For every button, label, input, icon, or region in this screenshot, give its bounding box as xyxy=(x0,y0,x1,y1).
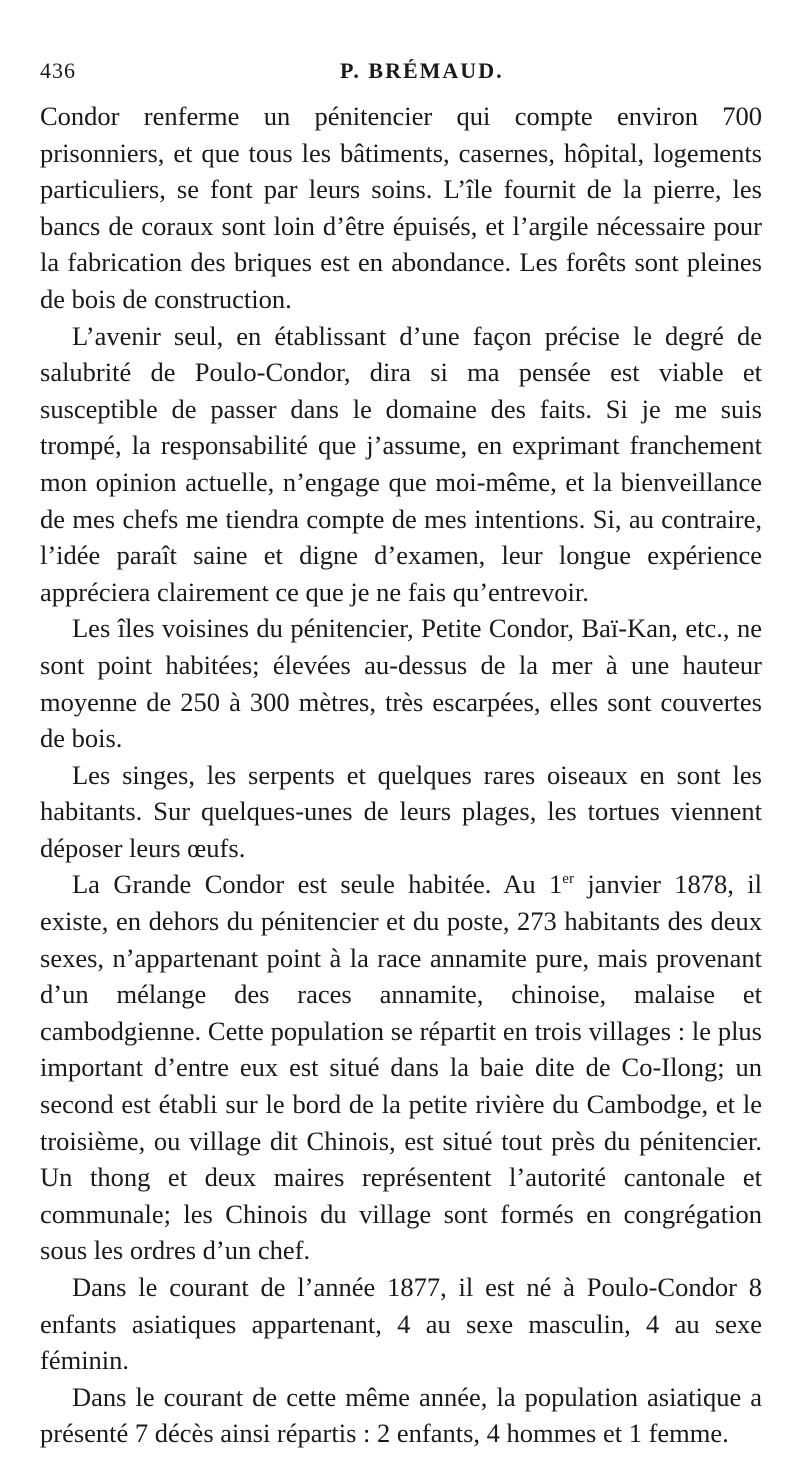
paragraph-5-text-start: La Grande Condor est seule habitée. Au 1 xyxy=(72,869,563,900)
paragraph-1: Condor renferme un pénitencier qui compte environ 700 prisonniers, et que tous les bâtiments, casernes, hôpital, logements particuliers, se font par leurs soins. L’île fournit de la pierre, les bancs de coraux sont loin d’être épuisés, et l’argile nécessaire pour la fabrication des briques est en abondance. Les forêts sont pleines de bois de construction. xyxy=(40,101,762,314)
paragraph-2: L’avenir seul, en établissant d’une façon précise le degré de salubrité de Poulo-Condor, dira si ma pensée est viable et susceptible de passer dans le domaine des faits. Si je me suis trompé, la responsabilité que j’assume, en exprimant franchement mon opinion actuelle, n’engage que moi-même, et la bienveillance de mes chefs me tiendra compte de mes intentions. Si, au contraire, l’idée paraît saine et digne d’examen, leur longue expérience appréciera clairement ce que je ne fais qu’entrevoir. xyxy=(40,320,762,607)
running-head xyxy=(40,58,760,88)
running-head-author: P. BRÉMAUD. xyxy=(340,58,504,83)
paragraph-4: Les singes, les serpents et quelques rares oiseaux en sont les habitants. Sur quelques-unes de leurs plages, les tortues viennent déposer leurs œufs. xyxy=(40,759,762,863)
paragraph-7: Dans le courant de cette même année, la population asiatique a présenté 7 décès ainsi répartis : 2 enfants, 4 hommes et 1 femme. xyxy=(40,1381,762,1449)
paragraph-6: Dans le courant de l’année 1877, il est né à Poulo-Condor 8 enfants asiatiques appartenant, 4 au sexe masculin, 4 au sexe féminin. xyxy=(40,1272,762,1376)
ordinal-superscript: er xyxy=(562,871,574,888)
paragraph-5 xyxy=(40,866,762,1269)
paragraph-5-text-rest: janvier 1878, il existe, en dehors du pénitencier et du poste, 273 habitants des deux sexes, n’appartenant point à la race annamite pure, mais provenant d’un mélange des races annamite, chinoise, malaise et cambodgienne. Cette population se répartit en trois villages : le plus important d’entre eux est situé dans la baie dite de Co-Ilong; un second est établi sur le bord de la petite rivière du Cambodge, et le troisième, ou village dit Chinois, est situé tout près du pénitencier. Un thong et deux maires représentent l’autorité cantonale et communale; les Chinois du village sont formés en congrégation sous les ordres d’un chef. xyxy=(40,869,762,1266)
paragraph-3: Les îles voisines du pénitencier, Petite Condor, Baï-Kan, etc., ne sont point habitées; élevées au-dessus de la mer à une hauteur moyenne de 250 à 300 mètres, très escarpées, elles sont couvertes de bois. xyxy=(40,613,762,754)
body-text xyxy=(40,98,762,1452)
page-number: 436 xyxy=(40,58,76,83)
